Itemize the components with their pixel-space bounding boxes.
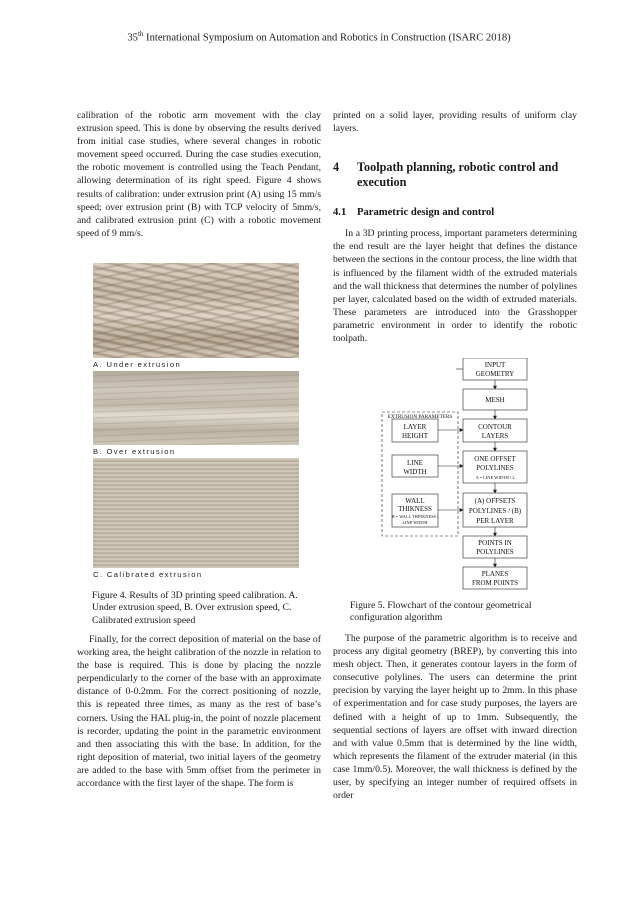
node-offset-line2: POLYLINES (476, 464, 514, 472)
section-heading (333, 160, 577, 190)
figure-4-caption: Figure 4. Results of 3D printing speed calibration. A. Under extrusion speed, B. Over extrusion speed, C. Calibrated extrusion speed (92, 590, 298, 626)
node-offset-line1: ONE OFFSET (474, 455, 516, 463)
header-prefix: 35 (127, 32, 138, 44)
subsection-heading (333, 206, 577, 219)
param-wall-line2: THIKNESS (398, 505, 432, 513)
subsection-number: 4.1 (333, 207, 347, 219)
panel-a (93, 263, 299, 371)
right-column-top (333, 109, 577, 345)
node-input-line2: GEOMETRY (475, 370, 515, 378)
panel-b-label: B. Over extrusion (93, 447, 176, 456)
panel-c (93, 458, 299, 581)
node-contour-line1: CONTOUR (478, 423, 512, 431)
figure-4 (93, 263, 299, 581)
right-paragraph-0: printed on a solid layer, providing results of uniform clay layers. (333, 110, 577, 135)
left-paragraph-2: Finally, for the correct deposition of material on the base of working area, the height calibration of the nozzle in relation to the base is required. This is done by placing the nozzle perpendicularly to the corner of the base with an approximate distance of 0-0.2mm. For the correct positioning of nozzle, this is repeated three times, as many as the rest of base’s corners. Using the HAL plug-in, the point of nozzle placement is recorder, updating the point in the parametric environment and then associating this with the base. In addition, for the right deposition of material, two initial layers of the geometry are added to the base with 5mm offset from the perimeter in accordance with the first layer of the shape. The form is (77, 634, 321, 790)
node-points-line1: POINTS IN (478, 539, 512, 547)
right-column-bottom (333, 632, 577, 802)
group-label: EXTRUSION PARAMETERS (387, 414, 453, 420)
node-points-line2: POLYLINES (476, 548, 514, 556)
figure-5-flowchart (378, 358, 538, 590)
node-offsets-line2: POLYLINES / (B) (468, 507, 522, 515)
section-title: Toolpath planning, robotic control and execution (357, 160, 559, 190)
param-line-line1: LINE (407, 459, 423, 467)
running-header (0, 30, 638, 44)
header-rest: International Symposium on Automation and Robotics in Construction (ISARC 2018) (143, 32, 511, 44)
param-layer-line1: LAYER (403, 423, 427, 431)
node-planes-line2: FROM POINTS (471, 579, 519, 587)
panel-c-label: C. Calibrated extrusion (93, 570, 203, 579)
node-offsets-line1: (A) OFFSETS (474, 497, 516, 505)
param-wall-line1: WALL (405, 497, 425, 505)
node-input-line1: INPUT (484, 361, 506, 369)
panel-b (93, 371, 299, 458)
node-planes-line1: PLANES (481, 570, 509, 578)
under-extrusion-photo (93, 263, 299, 358)
right-paragraph-1: In a 3D printing process, important parameters determining the end result are the layer height that defines the distance between the sections in the contour process, the line width that is influenced by the filament width of the extruded materials and the wall thickness that determines the number of polylines per layer, calculated based on the width of extruded materials. These parameters are introduced into the Grasshopper parametric environment in order to identify the robotic toolpath. (333, 228, 577, 345)
node-mesh-label: MESH (485, 396, 505, 404)
right-paragraph-2: The purpose of the parametric algorithm is to receive and process any digital geometry (BREP), by converting this into mesh object. Then, it generates contour layers in the form of consecutive polylines. The users can determine the print precision by varying the layer height up to 2mm. In this phase of experimentation and for case study purposes, the layers are defined with a height of up to 1mm. Subsequently, the sequential sections of layers are offset with inward direction and with value 0.5mm that is determined by the line width, which represents the filament of the extruder material (in this case 1mm/0.5). Moreover, the wall thickness is defined by the user, by specifying an integer number of required offsets in order (333, 633, 577, 802)
param-wall-line3: B = WALL THINKNESS / (391, 514, 439, 519)
left-column-bottom (77, 633, 321, 790)
calibrated-extrusion-photo (93, 458, 299, 568)
node-contour-line2: LAYERS (481, 432, 509, 440)
section-number: 4 (333, 160, 340, 175)
node-offset-line3: A = LINE WIDTH / 2 (475, 475, 515, 480)
param-line-line2: WIDTH (403, 468, 427, 476)
param-layer-line2: HEIGHT (401, 432, 429, 440)
header-sup: th (137, 30, 144, 38)
param-arrows (438, 429, 463, 512)
left-column-top (77, 109, 321, 240)
figure-5-caption: Figure 5. Flowchart of the contour geometrical configuration algorithm (350, 600, 532, 624)
node-offsets-line3: PER LAYER (476, 517, 514, 525)
left-paragraph-1: calibration of the robotic arm movement with the clay extrusion speed. This is done by observing the results derived from initial case studies, where several changes in robotic movement speed occurred. During the case studies execution, the robotic movement is controlled using the Teach Pendant, allowing determination of its right speed. Figure 4 shows results of calibration: under extrusion print (A) using 15 mm/s speed; over extrusion print (B) with TCP velocity of 5mm/s, and calibrated extrusion print (C) with a robotic movement speed of 9 mm/s. (77, 110, 321, 239)
subsection-title: Parametric design and control (357, 207, 495, 219)
over-extrusion-photo (93, 371, 299, 445)
panel-a-label: A. Under extrusion (93, 360, 182, 369)
param-wall-line4: LINE WIDTH (402, 520, 428, 525)
